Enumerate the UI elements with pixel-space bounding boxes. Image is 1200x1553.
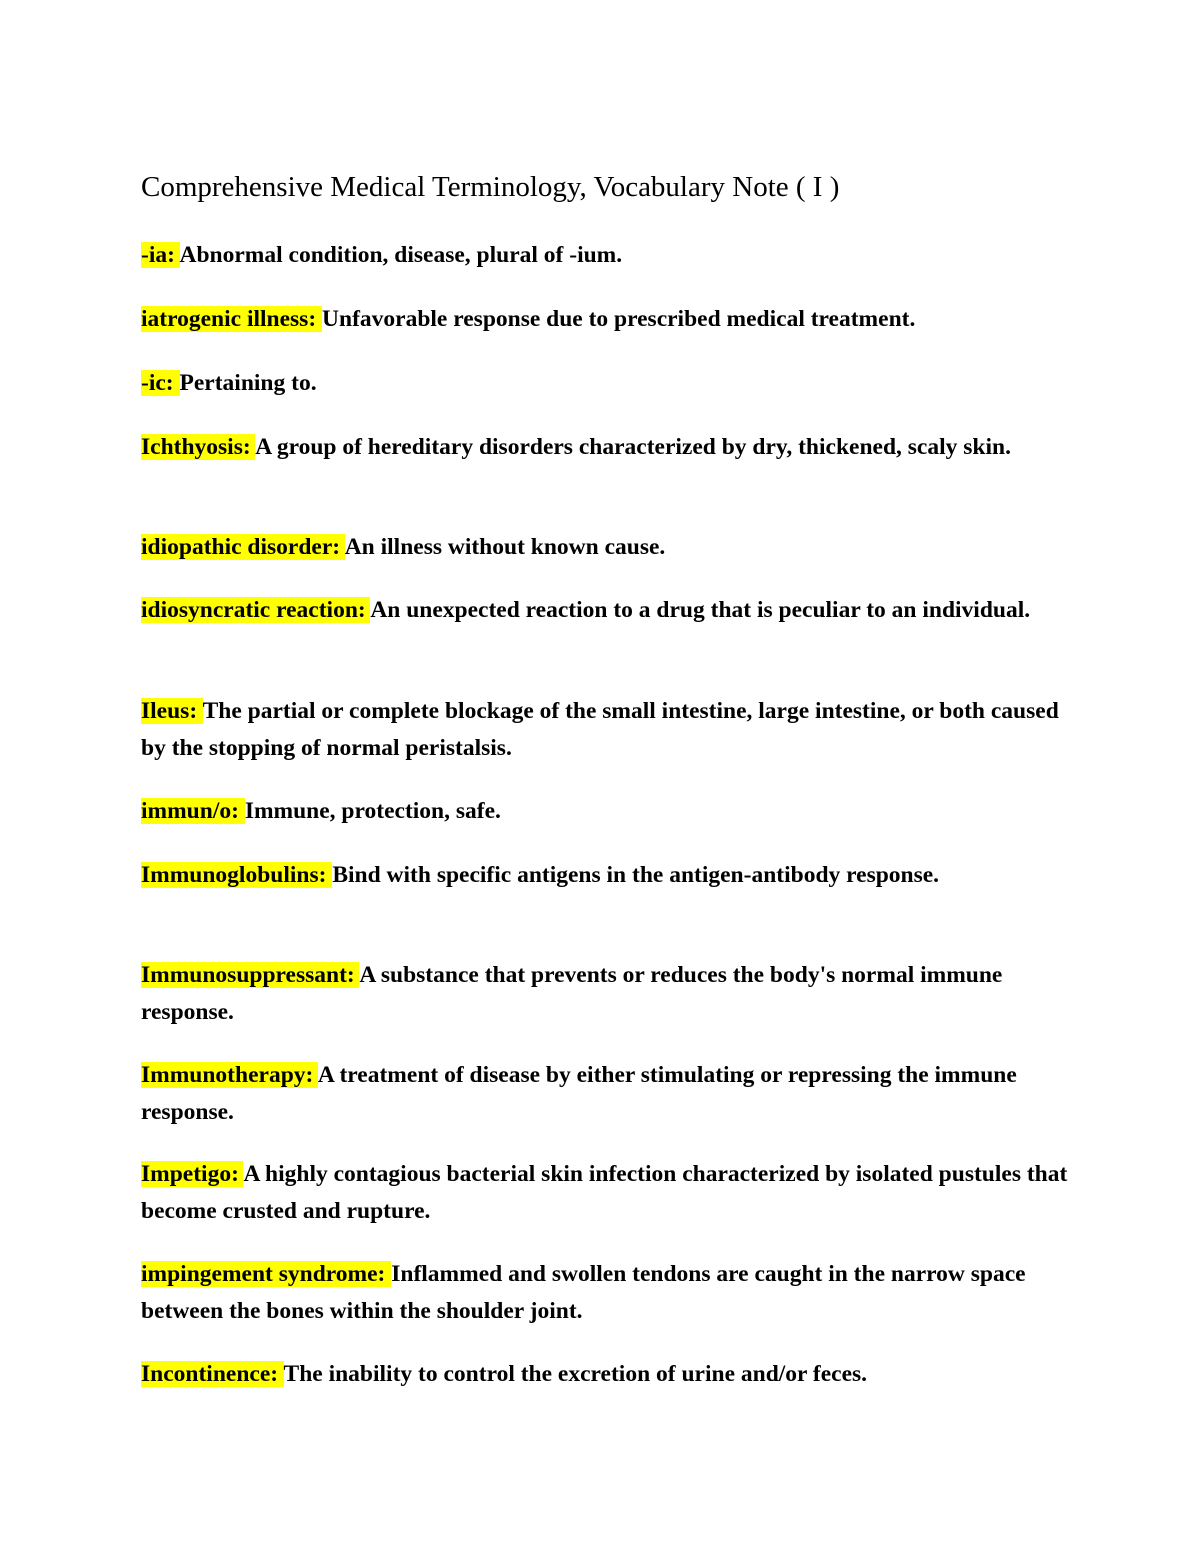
vocabulary-entry bbox=[141, 1057, 1076, 1130]
vocabulary-entry bbox=[141, 301, 1076, 338]
entry-definition: Inflammed and swollen tendons are caught in the narrow space between the bones within the shoulder joint. bbox=[141, 1261, 1026, 1324]
entry-term: Immunosuppressant: bbox=[141, 962, 360, 988]
vocabulary-entry bbox=[141, 857, 1076, 894]
entry-definition: Bind with specific antigens in the antigen-antibody response. bbox=[332, 862, 940, 888]
entry-term: idiosyncratic reaction: bbox=[141, 597, 371, 623]
vocabulary-entry bbox=[141, 429, 1076, 466]
vocabulary-entry bbox=[141, 693, 1076, 766]
vocabulary-entry bbox=[141, 1156, 1076, 1229]
vocabulary-entry bbox=[141, 793, 1076, 830]
entry-definition: Pertaining to. bbox=[179, 370, 317, 396]
entry-definition: An unexpected reaction to a drug that is peculiar to an individual. bbox=[370, 597, 1031, 623]
vocabulary-entry bbox=[141, 592, 1076, 629]
vocabulary-entry bbox=[141, 957, 1076, 1030]
vocabulary-entry bbox=[141, 529, 1076, 566]
document-title: Comprehensive Medical Terminology, Vocabulary Note ( I ) bbox=[141, 171, 840, 203]
vocabulary-entry bbox=[141, 237, 1076, 274]
entry-term: Ichthyosis: bbox=[141, 434, 256, 460]
entry-term: Immunoglobulins: bbox=[141, 862, 333, 888]
entry-term: Incontinence: bbox=[141, 1361, 284, 1387]
vocabulary-entry bbox=[141, 365, 1076, 402]
vocabulary-entry bbox=[141, 1356, 1076, 1393]
entry-definition: Immune, protection, safe. bbox=[244, 798, 501, 824]
entry-definition: A highly contagious bacterial skin infection characterized by isolated pustules that become crusted and rupture. bbox=[141, 1161, 1068, 1224]
entry-definition: An illness without known cause. bbox=[344, 534, 666, 560]
entry-definition: Abnormal condition, disease, plural of -ium. bbox=[179, 242, 623, 268]
entry-term: Ileus: bbox=[141, 698, 203, 724]
entry-term: immun/o: bbox=[141, 798, 245, 824]
entry-term: iatrogenic illness: bbox=[141, 306, 323, 332]
entry-definition: Unfavorable response due to prescribed medical treatment. bbox=[322, 306, 916, 332]
entry-term: Impetigo: bbox=[141, 1161, 244, 1187]
entry-term: Immunotherapy: bbox=[141, 1062, 318, 1088]
vocabulary-entry bbox=[141, 1256, 1076, 1329]
entry-definition: A substance that prevents or reduces the body's normal immune response. bbox=[141, 962, 1003, 1025]
entry-term: -ia: bbox=[141, 242, 180, 268]
entry-term: impingement syndrome: bbox=[141, 1261, 392, 1287]
entry-definition: The inability to control the excretion of urine and/or feces. bbox=[283, 1361, 868, 1387]
entry-term: idiopathic disorder: bbox=[141, 534, 345, 560]
entry-definition: The partial or complete blockage of the small intestine, large intestine, or both caused by the stopping of normal peristalsis. bbox=[141, 698, 1059, 761]
entry-definition: A group of hereditary disorders characterized by dry, thickened, scaly skin. bbox=[255, 434, 1011, 460]
entry-definition: A treatment of disease by either stimulating or repressing the immune response. bbox=[141, 1062, 1017, 1125]
entry-term: -ic: bbox=[141, 370, 180, 396]
